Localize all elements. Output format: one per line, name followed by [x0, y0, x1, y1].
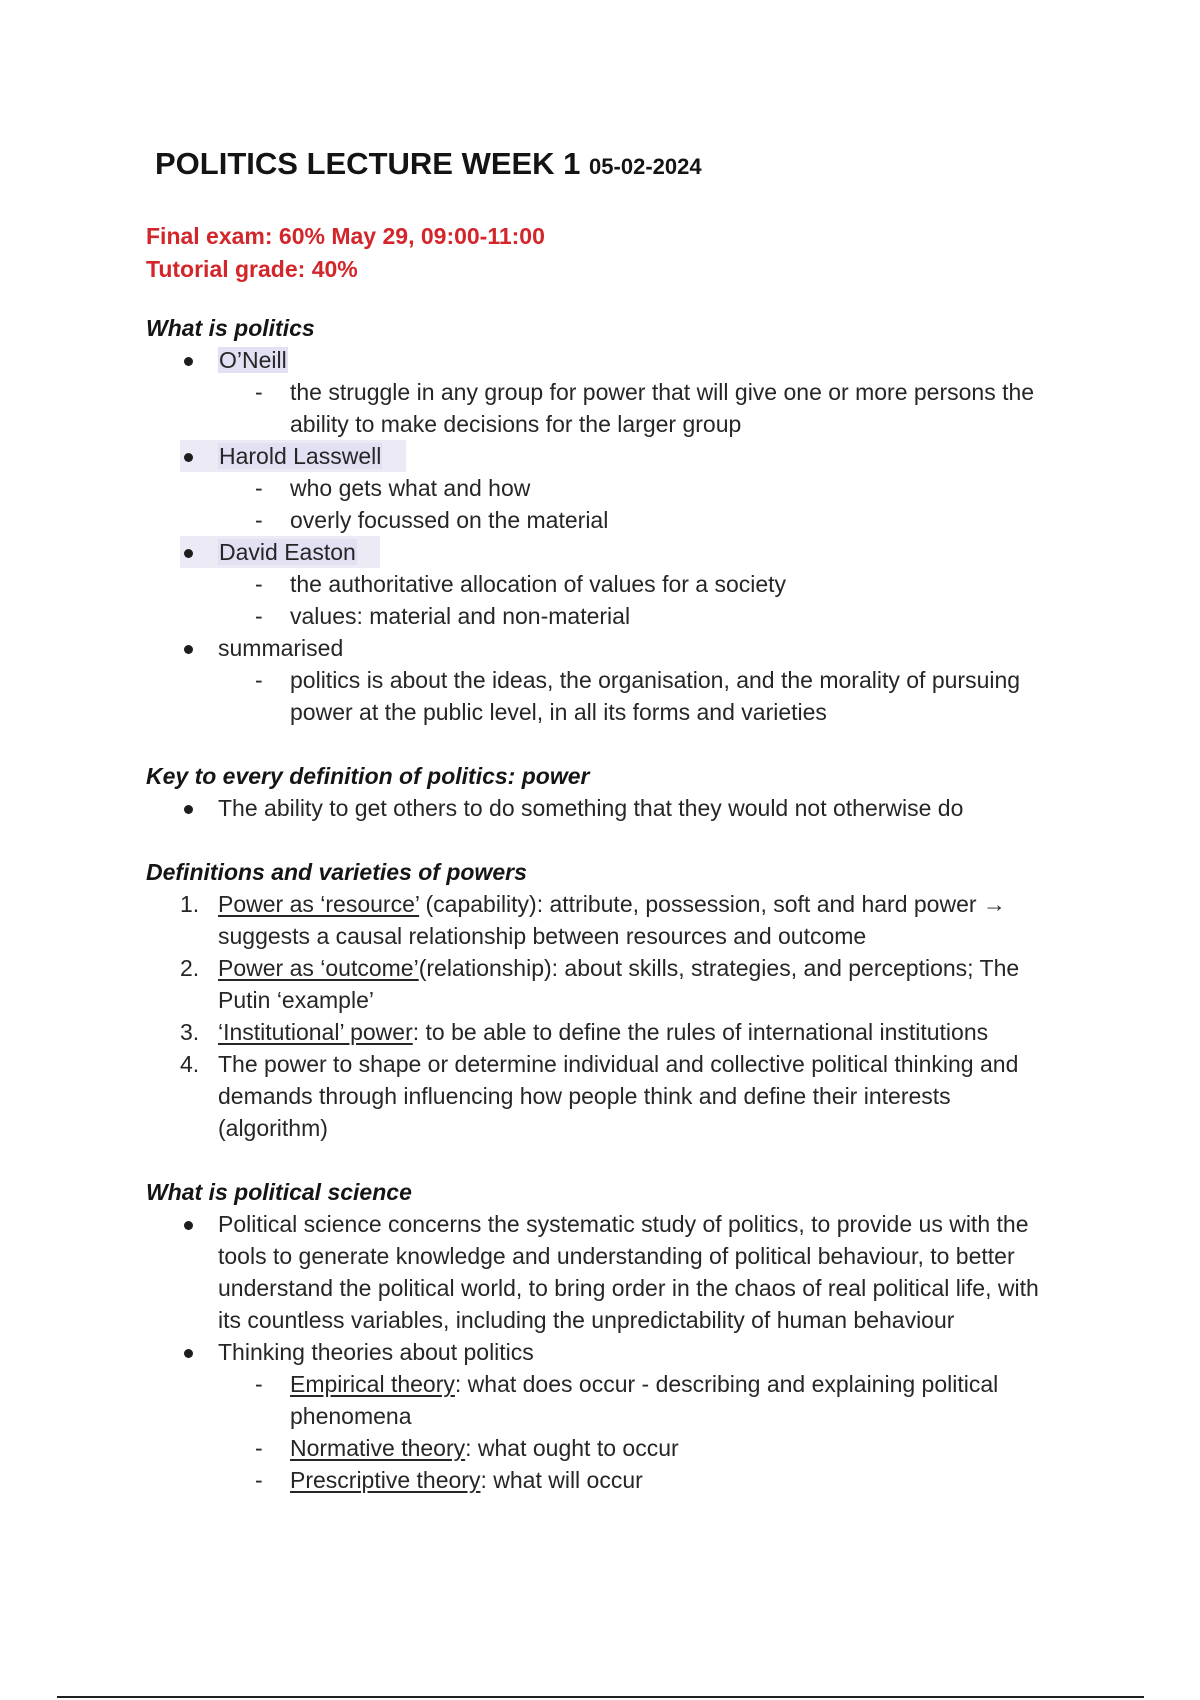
item-text: The power to shape or determine individual and collective political thinking and demands through influencing how people think and define their interests (algorithm)	[218, 1051, 1019, 1141]
item-text: (capability): attribute, possession, soft and hard power → suggests a causal relationship between resources and outcome	[218, 891, 1006, 949]
theory-text: : what does occur - describing and explaining political phenomena	[290, 1371, 999, 1429]
list-item	[146, 344, 1066, 376]
dash-icon: -	[255, 379, 263, 405]
list-item	[146, 440, 1066, 472]
sub-item-text: the authoritative allocation of values for a society	[290, 571, 787, 597]
page-bottom-rule	[57, 1696, 1144, 1698]
sub-list-item	[146, 472, 1066, 504]
item-term: Power as ‘resource’	[218, 891, 420, 917]
exam-info	[146, 220, 545, 286]
title-text: POLITICS LECTURE WEEK 1	[155, 146, 581, 181]
bullet-icon	[184, 357, 193, 366]
author-label: Harold Lasswell	[219, 443, 382, 469]
item-label: summarised	[218, 635, 344, 661]
item-text: Thinking theories about politics	[218, 1339, 534, 1365]
sub-list-item	[146, 1464, 1066, 1496]
list-item	[146, 1336, 1066, 1368]
sub-item-text: overly focussed on the material	[290, 507, 609, 533]
bullet-icon	[184, 549, 193, 558]
theory-text: : what ought to occur	[465, 1435, 679, 1461]
theory-text: : what will occur	[480, 1467, 643, 1493]
item-text: Political science concerns the systematic study of politics, to provide us with the tools to generate knowledge and understanding of political behaviour, to better understand the political world, to bring order in the chaos of real political life, with its countless variables, including the unpredictability of human behaviour	[218, 1211, 1039, 1333]
numbered-item	[146, 1016, 1066, 1048]
item-number: 1.	[180, 891, 200, 917]
sub-list-item	[146, 504, 1066, 536]
final-exam-line: Final exam: 60% May 29, 09:00-11:00	[146, 223, 545, 249]
tutorial-grade-line: Tutorial grade: 40%	[146, 256, 358, 282]
page-title	[155, 146, 702, 182]
sub-list-item	[146, 568, 1066, 600]
dash-icon: -	[255, 667, 263, 693]
bullet-icon	[184, 805, 193, 814]
item-text: The ability to get others to do something that they would not otherwise do	[218, 795, 964, 821]
theory-term: Prescriptive theory	[290, 1467, 481, 1493]
item-number: 2.	[180, 955, 200, 981]
item-term: ‘Institutional’ power	[218, 1019, 413, 1045]
sub-list-item	[146, 1432, 1066, 1464]
sub-list-item	[146, 376, 1066, 440]
spacer	[146, 1144, 1066, 1176]
theory-term: Empirical theory	[290, 1371, 455, 1397]
bullet-icon	[184, 645, 193, 654]
title-date: 05-02-2024	[589, 154, 702, 179]
politics-list	[146, 344, 1066, 728]
spacer	[146, 824, 1066, 856]
list-item	[146, 536, 1066, 568]
sub-item-text: who gets what and how	[290, 475, 531, 501]
sub-item-text: the struggle in any group for power that will give one or more persons the ability to make decisions for the larger group	[290, 379, 1035, 437]
dash-icon: -	[255, 1371, 263, 1397]
section-heading-politics: What is politics	[146, 315, 315, 341]
science-list	[146, 1208, 1066, 1496]
list-item	[146, 632, 1066, 664]
section-heading-varieties: Definitions and varieties of powers	[146, 859, 527, 885]
numbered-item	[146, 1048, 1066, 1144]
varieties-list	[146, 888, 1066, 1144]
sub-list-item	[146, 664, 1066, 728]
bullet-icon	[184, 453, 193, 462]
theory-term: Normative theory	[290, 1435, 466, 1461]
dash-icon: -	[255, 571, 263, 597]
item-number: 3.	[180, 1019, 200, 1045]
list-item	[146, 792, 1066, 824]
sub-item-text: values: material and non-material	[290, 603, 631, 629]
sub-item-text: politics is about the ideas, the organisation, and the morality of pursuing power at the public level, in all its forms and varieties	[290, 667, 1021, 725]
bullet-icon	[184, 1221, 193, 1230]
power-list	[146, 792, 1066, 824]
dash-icon: -	[255, 1467, 263, 1493]
dash-icon: -	[255, 507, 263, 533]
item-term: Power as ‘outcome’	[218, 955, 419, 981]
numbered-item	[146, 888, 1066, 952]
notes-body	[146, 312, 1066, 1496]
dash-icon: -	[255, 603, 263, 629]
item-number: 4.	[180, 1051, 200, 1077]
section-heading-power: Key to every definition of politics: power	[146, 763, 590, 789]
list-item	[146, 1208, 1066, 1336]
item-text: : to be able to define the rules of international institutions	[412, 1019, 989, 1045]
spacer	[146, 728, 1066, 760]
item-text: (relationship): about skills, strategies, and perceptions; The Putin ‘example’	[218, 955, 1020, 1013]
author-label: O’Neill	[219, 347, 287, 373]
sub-list-item	[146, 1368, 1066, 1432]
dash-icon: -	[255, 475, 263, 501]
author-label: David Easton	[219, 539, 356, 565]
numbered-item	[146, 952, 1066, 1016]
bullet-icon	[184, 1349, 193, 1358]
sub-list-item	[146, 600, 1066, 632]
section-heading-science: What is political science	[146, 1179, 412, 1205]
dash-icon: -	[255, 1435, 263, 1461]
